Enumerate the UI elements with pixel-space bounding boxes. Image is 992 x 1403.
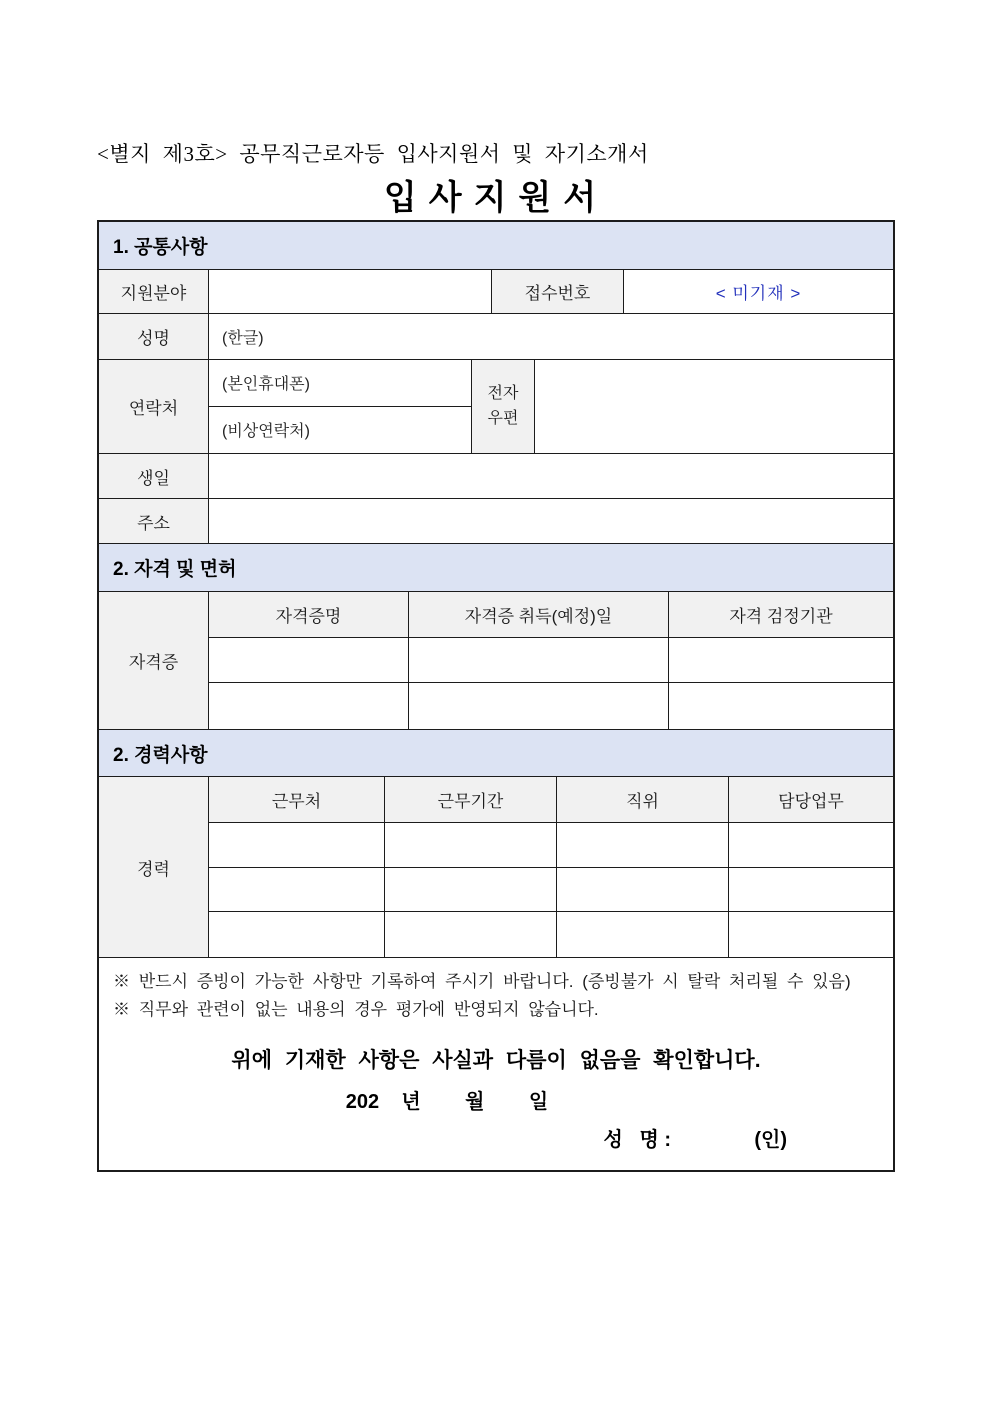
- career-data-row: [209, 912, 893, 957]
- career-period-input[interactable]: [385, 823, 557, 867]
- footer-cell: [99, 958, 893, 1170]
- email-label-line2: 우편: [487, 409, 519, 427]
- qual-cert-agency-input[interactable]: [669, 683, 893, 729]
- career-workplace-input[interactable]: [209, 868, 385, 912]
- qual-cert-name-input[interactable]: [209, 638, 409, 683]
- career-data-row: [209, 823, 893, 868]
- career-period-input[interactable]: [385, 912, 557, 957]
- career-block: [99, 777, 893, 958]
- career-row-label: 경력: [99, 777, 209, 957]
- contact-phone-column: [209, 360, 472, 453]
- career-col-period: 근무기간: [385, 777, 557, 822]
- section-heading-career: 2. 경력사항: [99, 730, 893, 777]
- apply-field-row: [99, 270, 893, 314]
- address-row: [99, 499, 893, 544]
- contact-label: 연락처: [99, 360, 209, 453]
- career-position-input[interactable]: [557, 868, 729, 912]
- career-col-position: 직위: [557, 777, 729, 822]
- career-data-row: [209, 868, 893, 913]
- email-label: [472, 360, 535, 453]
- birthday-input[interactable]: [209, 454, 893, 498]
- qualification-header-row: [209, 592, 893, 638]
- career-position-input[interactable]: [557, 823, 729, 867]
- career-duty-input[interactable]: [729, 912, 893, 957]
- date-line: 202 년 월 일: [345, 1091, 549, 1113]
- signature-line: 성 명 : (인): [603, 1129, 787, 1151]
- section-heading-common: 1. 공통사항: [99, 222, 893, 270]
- qual-cert-date-input[interactable]: [409, 638, 669, 683]
- doc-subtitle: <별지 제3호> 공무직근로자등 입사지원서 및 자기소개서: [97, 142, 649, 166]
- career-table: [209, 777, 893, 957]
- name-row: [99, 314, 893, 360]
- career-col-workplace: 근무처: [209, 777, 385, 822]
- qualification-block: [99, 592, 893, 730]
- contact-row: [99, 360, 893, 454]
- birthday-label: 생일: [99, 454, 209, 498]
- note-evidence: ※ 반드시 증빙이 가능한 사항만 기록하여 주시기 바랍니다. (증빙불가 시 탈락 처리될 수 있음): [113, 972, 851, 991]
- note-relevance: ※ 직무와 관련이 없는 내용의 경우 평가에 반영되지 않습니다.: [113, 1000, 599, 1019]
- career-duty-input[interactable]: [729, 868, 893, 912]
- qualification-data-row: [209, 638, 893, 684]
- qual-cert-date-input[interactable]: [409, 683, 669, 729]
- emergency-contact-input[interactable]: (비상연락처): [222, 423, 310, 441]
- qual-col-cert-name: 자격증명: [209, 592, 409, 637]
- career-header-row: [209, 777, 893, 823]
- phone-input[interactable]: (본인휴대폰): [209, 360, 471, 407]
- application-form-table: [97, 220, 895, 1172]
- name-label: 성명: [99, 314, 209, 359]
- career-col-duty: 담당업무: [729, 777, 893, 822]
- confirmation-text: 위에 기재한 사항은 사실과 다름이 없음을 확인합니다.: [231, 1049, 761, 1072]
- address-label: 주소: [99, 499, 209, 543]
- career-position-input[interactable]: [557, 912, 729, 957]
- name-input[interactable]: (한글): [222, 330, 264, 347]
- apply-field-input[interactable]: [209, 270, 492, 313]
- qualification-table: [209, 592, 893, 729]
- apply-field-label: 지원분야: [99, 270, 209, 313]
- receipt-number-label: 접수번호: [492, 270, 624, 313]
- career-workplace-input[interactable]: [209, 823, 385, 867]
- qual-cert-agency-input[interactable]: [669, 638, 893, 683]
- qualification-data-row: [209, 683, 893, 729]
- qual-cert-name-input[interactable]: [209, 683, 409, 729]
- qual-col-cert-agency: 자격 검정기관: [669, 592, 893, 637]
- qualification-row-label: 자격증: [99, 592, 209, 729]
- page-title: 입사지원서: [383, 179, 609, 217]
- career-period-input[interactable]: [385, 868, 557, 912]
- email-input[interactable]: [535, 360, 893, 453]
- email-label-line1: 전자: [487, 384, 519, 402]
- qual-col-cert-date: 자격증 취득(예정)일: [409, 592, 669, 637]
- section-heading-qualifications: 2. 자격 및 면허: [99, 544, 893, 592]
- address-input[interactable]: [209, 499, 893, 543]
- receipt-number-value: < 미기재 >: [715, 284, 802, 303]
- career-duty-input[interactable]: [729, 823, 893, 867]
- career-workplace-input[interactable]: [209, 912, 385, 957]
- birthday-row: [99, 454, 893, 499]
